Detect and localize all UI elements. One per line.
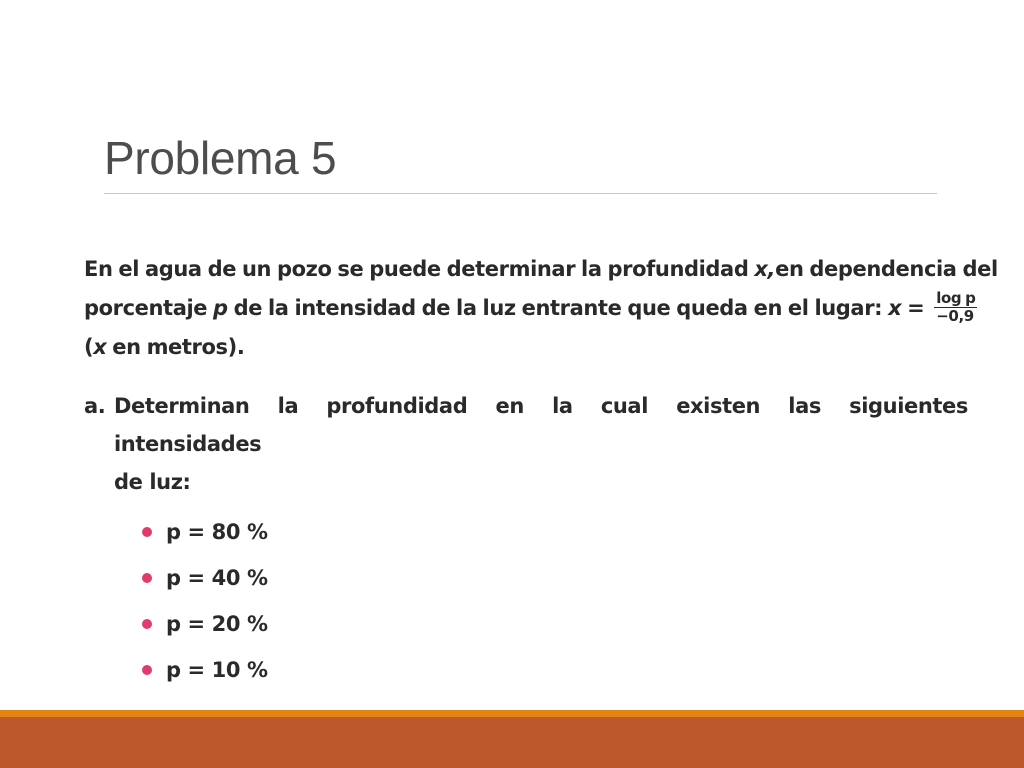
list-item: [142, 647, 968, 693]
bullet-icon: [142, 619, 152, 629]
intro-line-3: [84, 328, 968, 367]
list-item-text: p = 40 %: [166, 566, 268, 590]
variable-x: x: [93, 335, 107, 359]
intro-text: de la intensidad de la luz entrante que queda en el lugar:: [227, 296, 889, 320]
slide-title: Problema 5: [104, 132, 337, 184]
list-item-text: p = 20 %: [166, 612, 268, 636]
formula-fraction: [934, 290, 977, 325]
intro-text: En el agua de un pozo se puede determinar la profundidad: [84, 257, 755, 281]
list-item-text: p = 80 %: [166, 520, 268, 544]
equals-sign: =: [901, 296, 931, 320]
intro-paragraph: [84, 250, 998, 367]
question-a: [84, 387, 968, 693]
bullet-icon: [142, 573, 152, 583]
list-item-text: p = 10 %: [166, 658, 268, 682]
list-item: [142, 555, 968, 601]
fraction-numerator: log p: [936, 288, 976, 307]
question-a-line-2: de luz:: [114, 470, 191, 494]
bullet-icon: [142, 665, 152, 675]
intro-text: en dependencia del: [775, 257, 998, 281]
intro-text: en metros).: [106, 335, 245, 359]
list-item: [142, 601, 968, 647]
footer-band: [0, 717, 1024, 768]
footer-accent-stripe: [0, 710, 1024, 717]
bullet-icon: [142, 527, 152, 537]
intro-text: porcentaje: [84, 296, 214, 320]
question-a-label: a.: [84, 394, 106, 418]
intro-line-2: [84, 288, 976, 328]
variable-x: x: [888, 296, 902, 320]
question-a-text: Determinan la profundidad en la cual existen las siguientes intensidades: [114, 394, 968, 456]
question-a-line-1: [114, 387, 968, 463]
intensity-list: [142, 509, 968, 693]
fraction-denominator: −0,9: [936, 306, 974, 325]
intro-line-1: [84, 250, 998, 289]
variable-x: x,: [754, 257, 776, 281]
variable-p: p: [213, 296, 228, 320]
list-item: [142, 509, 968, 555]
title-divider: [104, 193, 937, 194]
intro-text: (: [84, 335, 94, 359]
problem-content: [84, 250, 998, 693]
question-a-body: [114, 387, 968, 693]
